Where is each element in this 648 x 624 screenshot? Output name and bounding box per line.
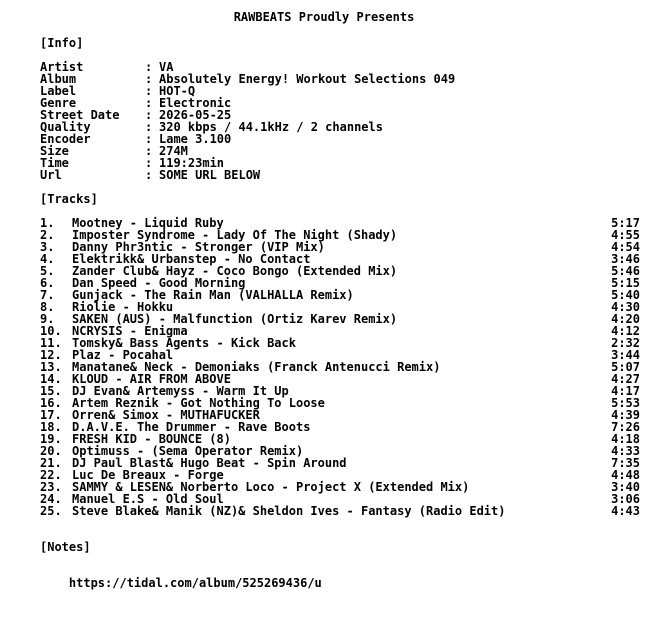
track-number: 7. <box>40 288 55 302</box>
info-key: Label <box>40 84 77 98</box>
info-separator: : <box>145 120 153 134</box>
info-separator: : <box>145 168 153 182</box>
info-section-label: [Info] <box>40 36 84 50</box>
info-key: Url <box>40 168 62 182</box>
track-duration: 4:43 <box>611 504 640 518</box>
info-separator: : <box>145 156 153 170</box>
track-number: 1. <box>40 216 55 230</box>
track-number: 5. <box>40 264 55 278</box>
info-separator: : <box>145 132 153 146</box>
track-number: 25. <box>40 504 62 518</box>
track-title: SAMMY & LESEN& Norberto Loco - Project X (Extended Mix) <box>72 480 470 494</box>
track-number: 17. <box>40 408 62 422</box>
info-key: Encoder <box>40 132 91 146</box>
track-number: 9. <box>40 312 55 326</box>
track-number: 19. <box>40 432 62 446</box>
track-title: Tomsky& Bass Agents - Kick Back <box>72 336 296 350</box>
track-number: 12. <box>40 348 62 362</box>
track-duration: 3:44 <box>611 348 640 362</box>
track-number: 20. <box>40 444 62 458</box>
track-title: NCRYSIS - Enigma <box>72 324 188 338</box>
track-title: FRESH KID - BOUNCE (8) <box>72 432 231 446</box>
info-value: SOME URL BELOW <box>159 168 261 182</box>
track-title: Steve Blake& Manik (NZ)& Sheldon Ives - Fantasy (Radio Edit) <box>72 504 506 518</box>
info-separator: : <box>145 84 153 98</box>
track-duration: 7:35 <box>611 456 640 470</box>
track-title: Mootney - Liquid Ruby <box>72 216 224 230</box>
track-duration: 2:32 <box>611 336 640 350</box>
track-number: 18. <box>40 420 62 434</box>
track-duration: 4:17 <box>611 384 640 398</box>
track-duration: 4:55 <box>611 228 640 242</box>
info-key: Size <box>40 144 69 158</box>
track-number: 10. <box>40 324 62 338</box>
info-key: Genre <box>40 96 77 110</box>
track-duration: 5:07 <box>611 360 640 374</box>
track-title: Artem Reznik - Got Nothing To Loose <box>72 396 325 410</box>
track-title: DJ Paul Blast& Hugo Beat - Spin Around <box>72 456 347 470</box>
info-value: 2026-05-25 <box>159 108 232 122</box>
info-separator: : <box>145 60 153 74</box>
track-title: KLOUD - AIR FROM ABOVE <box>72 372 231 386</box>
album-url-link[interactable]: https://tidal.com/album/525269436/u <box>68 576 322 590</box>
track-duration: 4:27 <box>611 372 640 386</box>
track-number: 11. <box>40 336 62 350</box>
info-separator: : <box>145 108 153 122</box>
track-title: Gunjack - The Rain Man (VALHALLA Remix) <box>72 288 354 302</box>
track-duration: 5:40 <box>611 288 640 302</box>
track-number: 6. <box>40 276 55 290</box>
track-title: D.A.V.E. The Drummer - Rave Boots <box>72 420 311 434</box>
track-duration: 3:46 <box>611 252 640 266</box>
track-number: 24. <box>40 492 62 506</box>
track-title: SAKEN (AUS) - Malfunction (Ortiz Karev Remix) <box>72 312 398 326</box>
track-number: 13. <box>40 360 62 374</box>
track-title: Dan Speed - Good Morning <box>72 276 246 290</box>
info-separator: : <box>145 96 153 110</box>
track-title: Luc De Breaux - Forge <box>72 468 224 482</box>
track-title: Optimuss - (Sema Operator Remix) <box>72 444 304 458</box>
track-title: Imposter Syndrome - Lady Of The Night (Shady) <box>72 228 398 242</box>
track-title: Manuel E.S - Old Soul <box>72 492 224 506</box>
track-title: Zander Club& Hayz - Coco Bongo (Extended Mix) <box>72 264 398 278</box>
info-value: 119:23min <box>159 156 225 170</box>
track-duration: 5:46 <box>611 264 640 278</box>
info-row <box>40 169 260 181</box>
track-duration: 5:53 <box>611 396 640 410</box>
track-duration: 4:20 <box>611 312 640 326</box>
notes-section-label: [Notes] <box>40 540 91 554</box>
info-value: HOT-Q <box>159 84 196 98</box>
track-number: 22. <box>40 468 62 482</box>
info-value: Absolutely Energy! Workout Selections 049 <box>159 72 456 86</box>
track-duration: 4:48 <box>611 468 640 482</box>
track-duration: 5:15 <box>611 276 640 290</box>
track-duration: 4:30 <box>611 300 640 314</box>
info-separator: : <box>145 144 153 158</box>
info-key: Album <box>40 72 77 86</box>
info-key: Artist <box>40 60 84 74</box>
info-value: Lame 3.100 <box>159 132 232 146</box>
track-duration: 4:33 <box>611 444 640 458</box>
info-key: Street Date <box>40 108 120 122</box>
info-key: Quality <box>40 120 91 134</box>
track-duration: 4:54 <box>611 240 640 254</box>
track-number: 16. <box>40 396 62 410</box>
track-number: 21. <box>40 456 62 470</box>
track-duration: 3:40 <box>611 480 640 494</box>
info-value: Electronic <box>159 96 232 110</box>
info-key: Time <box>40 156 69 170</box>
track-number: 23. <box>40 480 62 494</box>
track-number: 14. <box>40 372 62 386</box>
info-value: 320 kbps / 44.1kHz / 2 channels <box>159 120 383 134</box>
track-number: 15. <box>40 384 62 398</box>
track-duration: 4:18 <box>611 432 640 446</box>
track-title: Riolie - Hokku <box>72 300 174 314</box>
track-duration: 4:12 <box>611 324 640 338</box>
track-title: Orren& Simox - MUTHAFUCKER <box>72 408 260 422</box>
track-title: DJ Evan& Artemyss - Warm It Up <box>72 384 289 398</box>
track-duration: 3:06 <box>611 492 640 506</box>
info-value: VA <box>159 60 174 74</box>
tracks-section-label: [Tracks] <box>40 192 98 206</box>
track-row <box>40 505 640 517</box>
info-separator: : <box>145 72 153 86</box>
page-title: RAWBEATS Proudly Presents <box>233 10 415 24</box>
track-duration: 4:39 <box>611 408 640 422</box>
track-duration: 5:17 <box>611 216 640 230</box>
track-number: 4. <box>40 252 55 266</box>
track-title: Danny Phr3ntic - Stronger (VIP Mix) <box>72 240 325 254</box>
track-title: Manatane& Neck - Demoniaks (Franck Antenucci Remix) <box>72 360 441 374</box>
track-number: 8. <box>40 300 55 314</box>
track-title: Elektrikk& Urbanstep - No Contact <box>72 252 311 266</box>
info-value: 274M <box>159 144 188 158</box>
notes-url-line <box>40 565 322 590</box>
info-row <box>40 73 455 85</box>
track-number: 2. <box>40 228 55 242</box>
track-title: Plaz - Pocahal <box>72 348 174 362</box>
track-duration: 7:26 <box>611 420 640 434</box>
track-number: 3. <box>40 240 55 254</box>
